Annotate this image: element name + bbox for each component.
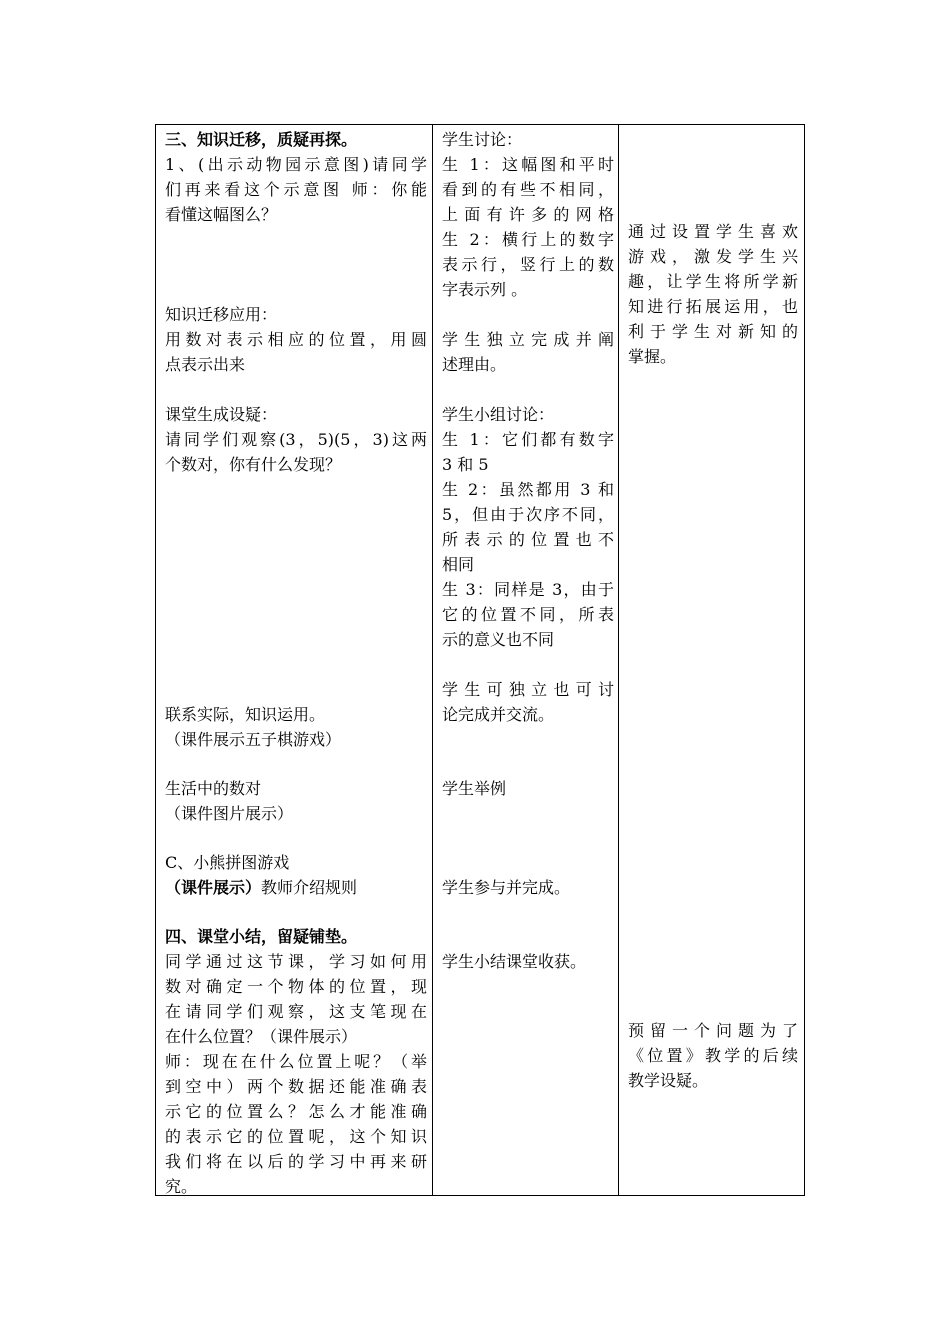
col2-line — [442, 127, 614, 152]
text-run: 四、课堂小结，留疑铺垫。 — [165, 927, 358, 946]
text-run: 课堂生成设疑： — [165, 405, 278, 424]
col1-line — [165, 1099, 427, 1124]
col2-line — [442, 477, 614, 502]
col3-line — [628, 344, 798, 369]
text-run: 到空中）两个数据还能准确表 — [165, 1077, 427, 1096]
text-run: 预留一个问题为了 — [628, 1021, 798, 1040]
text-run: 5，但由于次序不同， — [442, 505, 614, 524]
col2-line — [442, 152, 614, 177]
col1-line — [165, 202, 427, 227]
text-run: 它的位置不同，所表 — [442, 605, 614, 624]
text-run: 们再来看这个示意图 师：你能 — [165, 180, 427, 199]
col2-line — [442, 875, 614, 900]
text-run: 游戏，激发学生兴 — [628, 247, 798, 266]
text-run: 上面有许多的网格 — [442, 205, 614, 224]
text-run: 数对确定一个物体的位置，现 — [165, 977, 427, 996]
col3-line — [628, 1018, 798, 1043]
text-run: 示的意义也不同 — [442, 630, 555, 649]
text-run: 生 1：它们都有数字 — [442, 430, 614, 449]
text-run: 教学设疑。 — [628, 1071, 709, 1090]
col1-line — [165, 727, 427, 752]
text-run: 请同学们观察(3，5)(5，3)这两 — [165, 430, 427, 449]
text-run: 《位置》教学的后续 — [628, 1046, 798, 1065]
col2-line — [442, 577, 614, 602]
col2-line — [442, 502, 614, 527]
col2-line — [442, 776, 614, 801]
text-run: 究。 — [165, 1177, 198, 1196]
col1-line — [165, 302, 427, 327]
col1-line — [165, 875, 427, 900]
col1-line — [165, 1149, 427, 1174]
col1-line — [165, 999, 427, 1024]
col1-line — [165, 352, 427, 377]
col1-line — [165, 1174, 427, 1199]
text-run: 同学通过这节课，学习如何用 — [165, 952, 427, 971]
text-run: 个数对，你有什么发现？ — [165, 455, 342, 474]
text-run: 的表示它的位置呢，这个知识 — [165, 1127, 427, 1146]
col2-line — [442, 252, 614, 277]
col1-line — [165, 702, 427, 727]
text-run: 联系实际，知识运用。 — [165, 705, 326, 724]
text-run: 教师介绍规则 — [261, 878, 358, 897]
text-run: 我们将在以后的学习中再来研 — [165, 1152, 427, 1171]
col1-line — [165, 427, 427, 452]
text-run: 师：现在在什么位置上呢？（举 — [165, 1052, 427, 1071]
text-run: 学生参与并完成。 — [442, 878, 571, 897]
text-run: C、小熊拼图游戏 — [165, 853, 290, 872]
col3-line — [628, 1043, 798, 1068]
text-run: 生 1：这幅图和平时 — [442, 155, 614, 174]
text-run: 学生举例 — [442, 779, 507, 798]
text-run: 学生可独立也可讨 — [442, 680, 614, 699]
col1-line — [165, 974, 427, 999]
text-run: 在什么位置？（课件展示） — [165, 1027, 358, 1046]
text-run: 学生小结课堂收获。 — [442, 952, 587, 971]
text-run: 所表示的位置也不 — [442, 530, 614, 549]
col2-line — [442, 202, 614, 227]
col2-line — [442, 627, 614, 652]
text-run: （课件图片展示） — [165, 804, 294, 823]
col1-line — [165, 776, 427, 801]
col2-line — [442, 949, 614, 974]
col2-line — [442, 527, 614, 552]
text-run: 知识迁移应用： — [165, 305, 278, 324]
text-run: 生 3：同样是 3，由于 — [442, 580, 614, 599]
col1-line — [165, 152, 427, 177]
col3-line — [628, 1068, 798, 1093]
text-run: 用数对表示相应的位置，用圆 — [165, 330, 427, 349]
col2-line — [442, 602, 614, 627]
col1-line — [165, 402, 427, 427]
text-run: 字表示列 。 — [442, 280, 528, 299]
text-run: （课件展示五子棋游戏） — [165, 730, 342, 749]
col2-line — [442, 327, 614, 352]
text-run: 掌握。 — [628, 347, 677, 366]
column-divider — [432, 125, 433, 1195]
text-run: 学生独立完成并阐 — [442, 330, 614, 349]
col1-line — [165, 452, 427, 477]
col2-line — [442, 702, 614, 727]
text-run: 通过设置学生喜欢 — [628, 222, 798, 241]
col1-line — [165, 949, 427, 974]
text-run: 表示行，竖行上的数 — [442, 255, 614, 274]
col1-line — [165, 177, 427, 202]
col2-line — [442, 177, 614, 202]
text-run: 趣，让学生将所学新 — [628, 272, 798, 291]
col1-line — [165, 1074, 427, 1099]
text-run: 看懂这幅图么？ — [165, 205, 278, 224]
col2-line — [442, 402, 614, 427]
text-run: 知进行拓展运用，也 — [628, 297, 798, 316]
text-run: 三、知识迁移，质疑再探。 — [165, 130, 358, 149]
col2-line — [442, 452, 614, 477]
text-run: （课件展示） — [165, 878, 262, 897]
col2-line — [442, 552, 614, 577]
col3-line — [628, 219, 798, 244]
text-run: 在请同学们观察，这支笔现在 — [165, 1002, 427, 1021]
col1-line — [165, 801, 427, 826]
text-run: 利于学生对新知的 — [628, 322, 798, 341]
col1-line — [165, 1124, 427, 1149]
col1-line — [165, 1024, 427, 1049]
col1-line — [165, 127, 427, 152]
text-run: 生 2：虽然都用 3 和 — [442, 480, 614, 499]
text-run: 点表示出来 — [165, 355, 246, 374]
text-run: 示它的位置么？怎么才能准确 — [165, 1102, 427, 1121]
text-run: 生 2：横行上的数字 — [442, 230, 614, 249]
col3-line — [628, 294, 798, 319]
text-run: 论完成并交流。 — [442, 705, 555, 724]
col1-line — [165, 850, 427, 875]
col2-line — [442, 427, 614, 452]
col3-line — [628, 269, 798, 294]
text-run: 1、(出示动物园示意图)请同学 — [165, 155, 427, 174]
col2-line — [442, 227, 614, 252]
text-run: 述理由。 — [442, 355, 507, 374]
text-run: 3 和 5 — [442, 455, 489, 474]
col1-line — [165, 327, 427, 352]
text-run: 生活中的数对 — [165, 779, 262, 798]
col2-line — [442, 277, 614, 302]
col3-line — [628, 244, 798, 269]
text-run: 学生讨论： — [442, 130, 523, 149]
text-run: 看到的有些不相同， — [442, 180, 614, 199]
col2-line — [442, 677, 614, 702]
text-run: 相同 — [442, 555, 475, 574]
column-divider — [618, 125, 619, 1195]
col1-line — [165, 1049, 427, 1074]
col2-line — [442, 352, 614, 377]
col3-line — [628, 319, 798, 344]
text-run: 学生小组讨论： — [442, 405, 555, 424]
lesson-plan-table — [155, 124, 805, 1196]
col1-line — [165, 924, 427, 949]
